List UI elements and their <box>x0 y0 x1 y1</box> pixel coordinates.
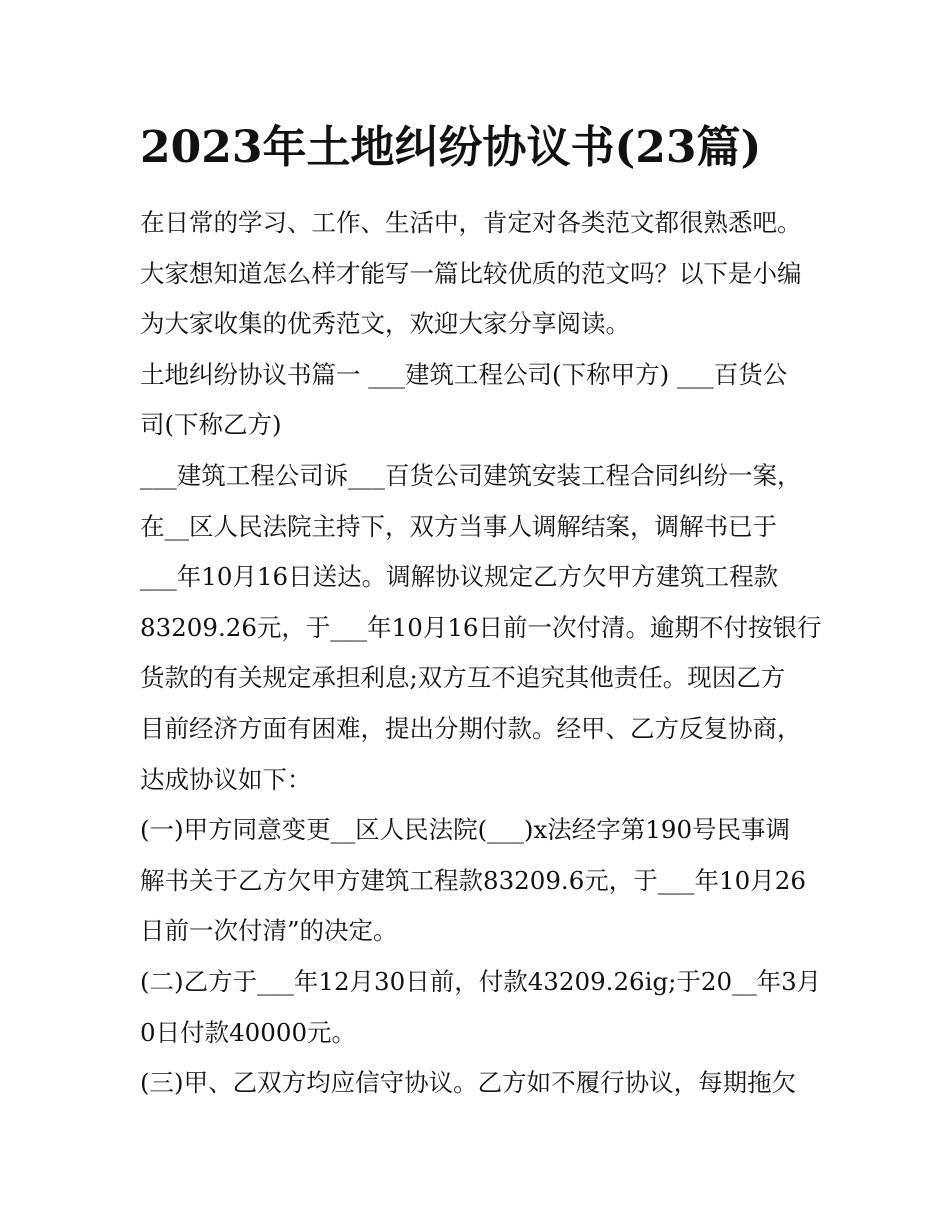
body-line: 司(下称乙方) <box>140 410 282 440</box>
body-line: 货款的有关规定承担利息;双方互不追究其他责任。现因乙方 <box>140 663 786 693</box>
body-line: 解书关于乙方欠甲方建筑工程款83209.6元，于___年10月26 <box>140 865 806 895</box>
body-line: 达成协议如下： <box>140 764 312 794</box>
body-line: 83209.26元，于___年10月16日前一次付清。逾期不付按银行 <box>140 612 822 642</box>
document-title: 2023年土地纠纷协议书(23篇) <box>140 122 762 173</box>
body-line: 在日常的学习、工作、生活中，肯定对各类范文都很熟悉吧。 <box>140 208 802 237</box>
document-body <box>140 198 820 1109</box>
body-line: 在__区人民法院主持下，双方当事人调解结案，调解书已于 <box>140 511 777 541</box>
body-line: 土地纠纷协议书篇一 ___建筑工程公司(下称甲方) ___百货公 <box>140 359 788 389</box>
body-line: ___年10月16日送达。调解协议规定乙方欠甲方建筑工程款 <box>140 562 779 592</box>
body-line: 大家想知道怎么样才能写一篇比较优质的范文吗？以下是小编 <box>140 258 802 288</box>
body-line: (三)甲、乙双方均应信守协议。乙方如不履行协议，每期拖欠 <box>140 1068 797 1098</box>
body-line: (一)甲方同意变更__区人民法院(___)x法经字第190号民事调 <box>140 815 791 845</box>
body-line: (二)乙方于___年12月30日前，付款43209.26ig;于20__年3月 <box>140 966 822 996</box>
body-line: 目前经济方面有困难，提出分期付款。经甲、乙方反复协商， <box>140 713 802 743</box>
body-line: ___建筑工程公司诉___百货公司建筑安装工程合同纠纷一案， <box>140 460 802 490</box>
body-line: 为大家收集的优秀范文，欢迎大家分享阅读。 <box>140 309 630 339</box>
body-line: 日前一次付清”的决定。 <box>140 916 398 946</box>
body-line: 0日付款40000元。 <box>140 1017 357 1047</box>
